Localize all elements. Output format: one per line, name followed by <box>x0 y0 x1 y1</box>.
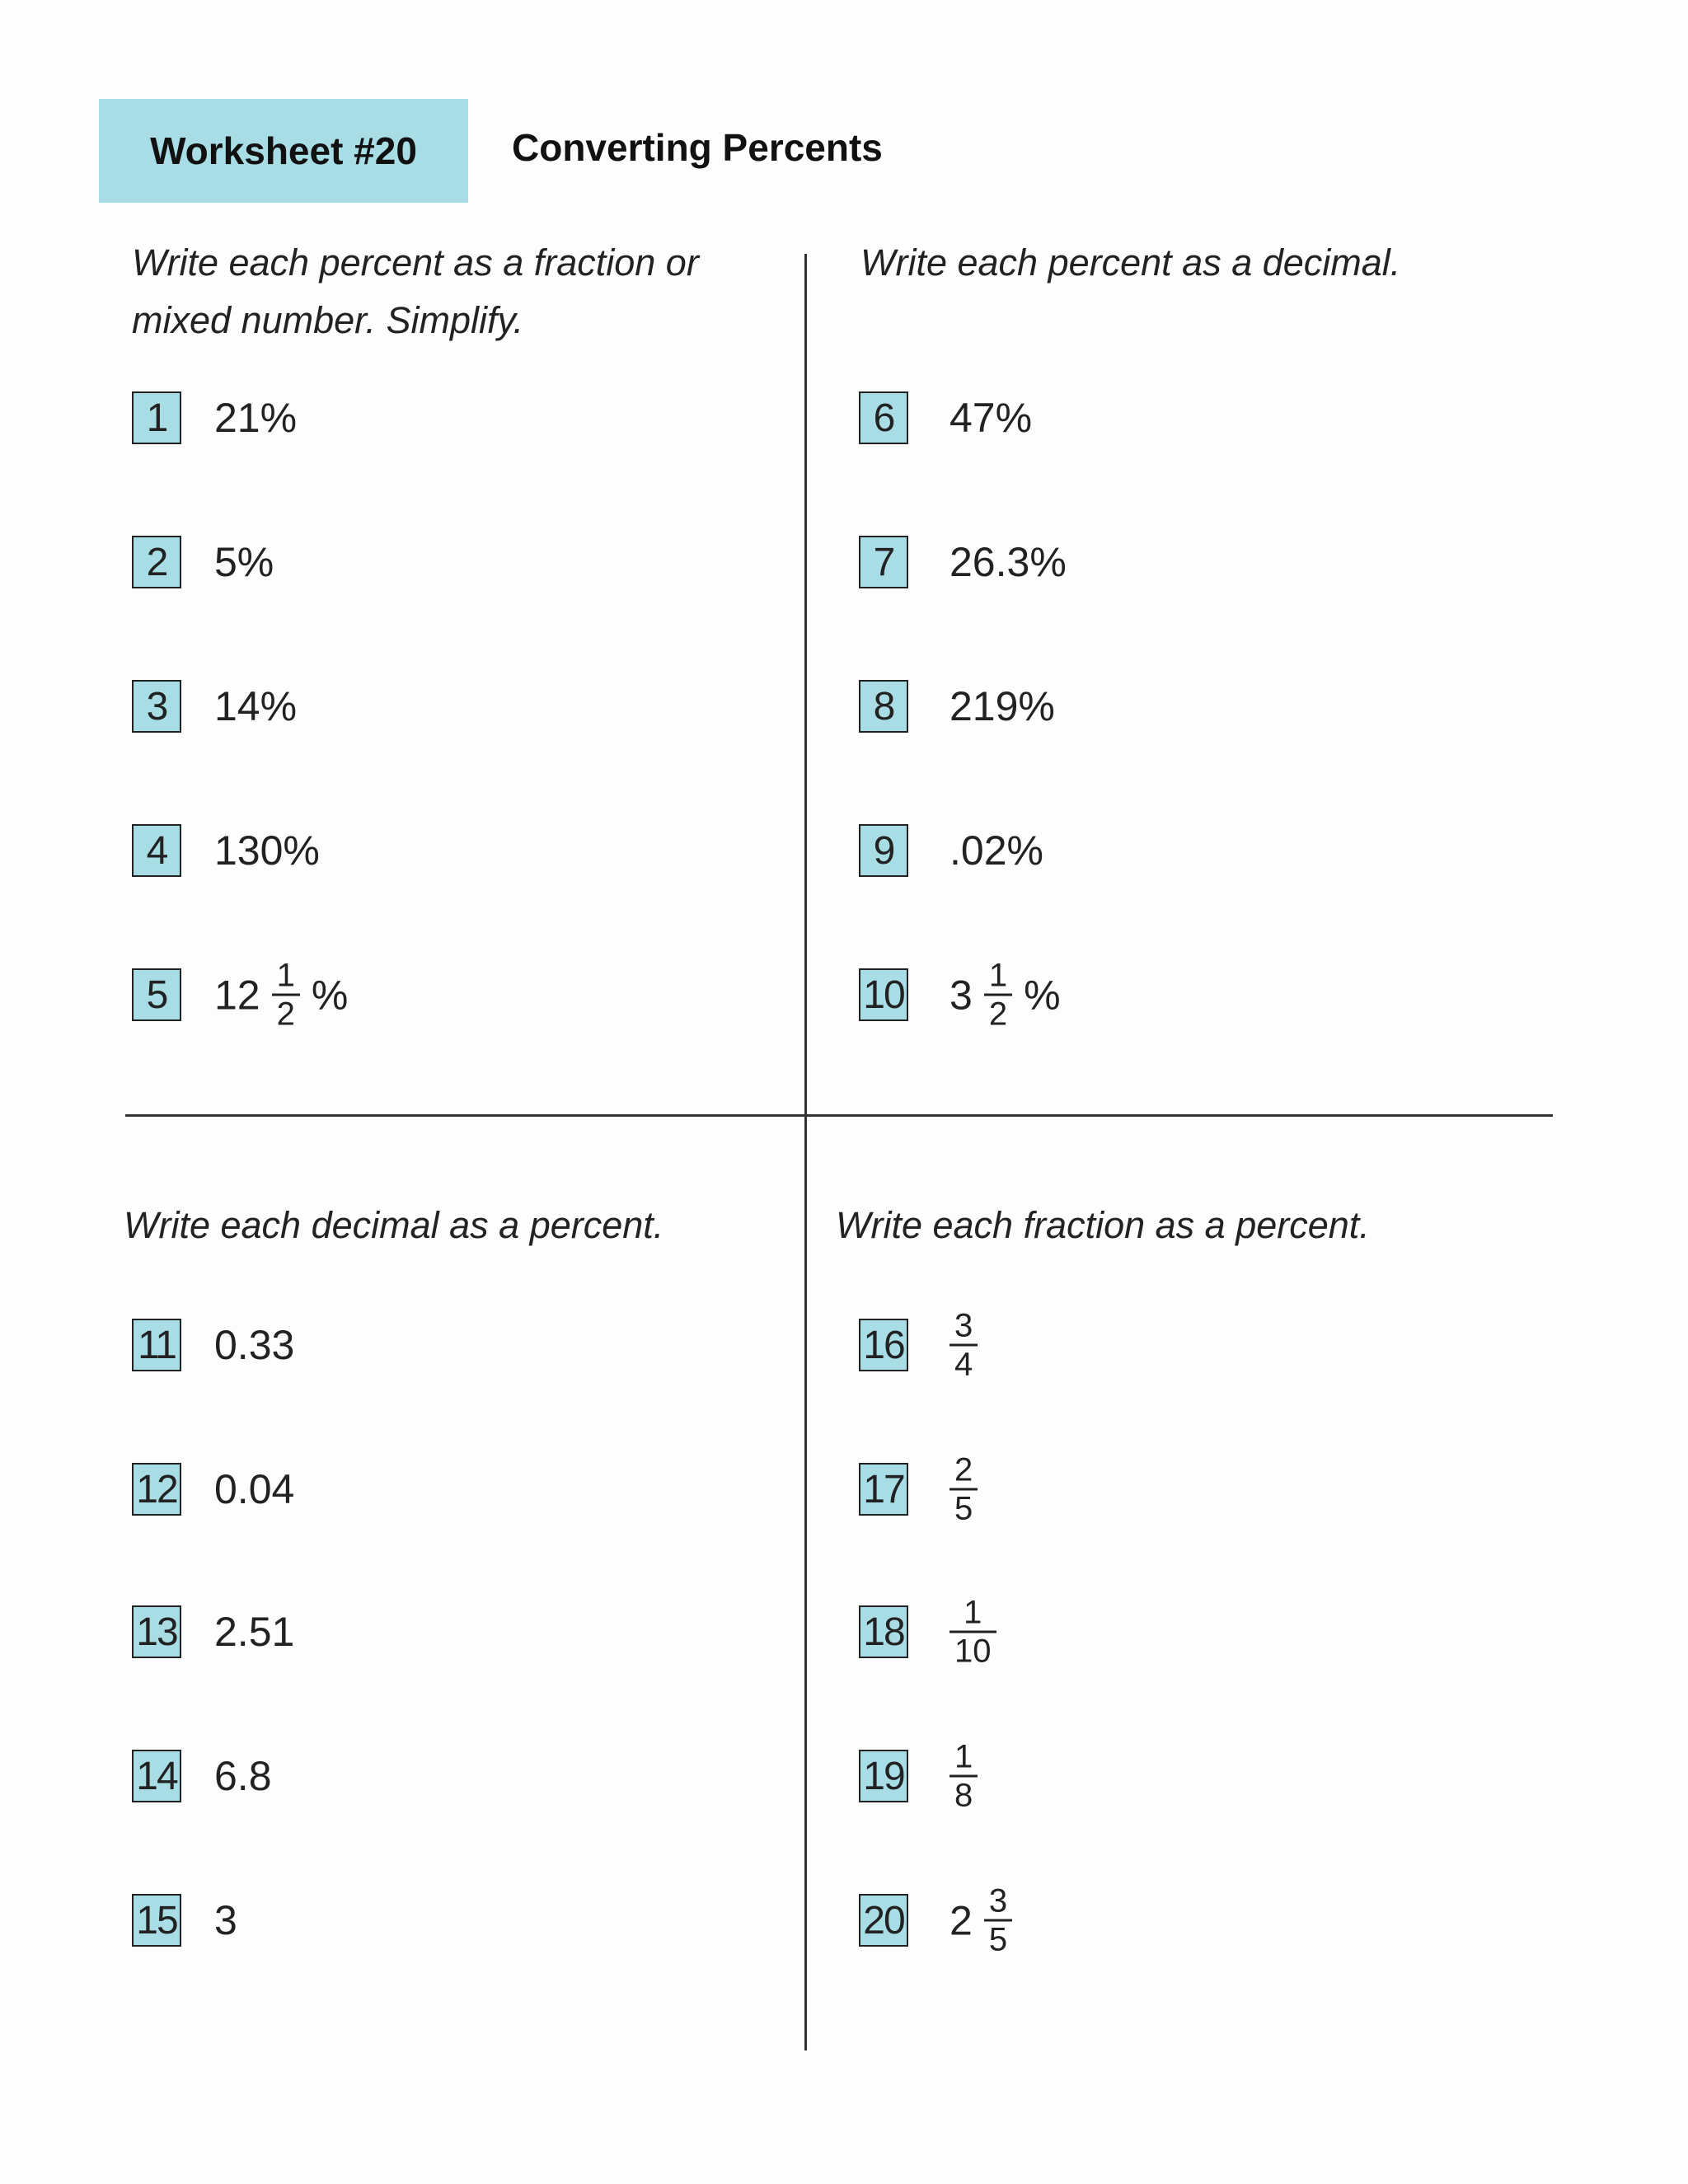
problem-number: 6 <box>859 391 908 444</box>
problem-14 <box>132 1747 272 1805</box>
problem-18 <box>859 1594 992 1670</box>
numerator: 3 <box>954 1307 973 1344</box>
fraction <box>950 1308 978 1383</box>
problem-number: 4 <box>132 824 181 877</box>
numerator: 1 <box>964 1594 982 1631</box>
problem-number: 17 <box>859 1463 908 1516</box>
problem-3 <box>132 677 298 735</box>
denominator: 5 <box>988 1921 1008 1958</box>
problem-value: 0.33 <box>214 1322 295 1368</box>
problem-16 <box>859 1307 973 1383</box>
numerator: 1 <box>276 957 295 994</box>
problem-10 <box>859 957 1061 1033</box>
instruction-percent-to-fraction <box>132 234 699 349</box>
fraction <box>950 1595 996 1670</box>
denominator: 8 <box>954 1777 973 1814</box>
problem-value <box>950 1739 989 1814</box>
percent-sign: % <box>311 972 349 1018</box>
problem-number: 3 <box>132 680 181 733</box>
problem-value <box>950 1452 989 1527</box>
fraction <box>272 958 300 1033</box>
problem-value: 0.04 <box>214 1466 295 1512</box>
problem-number: 14 <box>132 1750 181 1802</box>
problem-19 <box>859 1738 973 1814</box>
problem-number: 15 <box>132 1894 181 1947</box>
problem-number: 16 <box>859 1319 908 1371</box>
problem-value: 6.8 <box>214 1753 272 1799</box>
denominator: 4 <box>954 1346 973 1383</box>
instruction-decimal-to-percent: Write each decimal as a percent. <box>124 1204 664 1246</box>
problem-number: 18 <box>859 1605 908 1658</box>
problem-value: .02% <box>950 827 1043 874</box>
problem-value <box>214 958 348 1033</box>
problem-15 <box>132 1891 237 1949</box>
numerator: 2 <box>954 1451 973 1488</box>
numerator: 1 <box>988 957 1008 994</box>
denominator: 2 <box>276 996 295 1033</box>
vertical-divider <box>804 254 807 2050</box>
problem-number: 19 <box>859 1750 908 1802</box>
problem-12 <box>132 1460 295 1518</box>
problem-number: 12 <box>132 1463 181 1516</box>
problem-number: 2 <box>132 536 181 588</box>
problem-value <box>950 1883 1024 1958</box>
denominator: 10 <box>954 1633 992 1670</box>
problem-value: 26.3% <box>950 539 1067 585</box>
problem-number: 8 <box>859 680 908 733</box>
fraction <box>950 1452 978 1527</box>
problem-value: 5% <box>214 539 274 585</box>
numerator: 1 <box>954 1738 973 1775</box>
problem-value <box>950 1595 1008 1670</box>
problem-5 <box>132 957 349 1033</box>
problem-value: 47% <box>950 395 1033 441</box>
problem-8 <box>859 677 1055 735</box>
problem-value: 219% <box>950 683 1055 729</box>
problem-number: 1 <box>132 391 181 444</box>
problem-value <box>950 1308 989 1383</box>
problem-value <box>950 958 1061 1033</box>
worksheet-label: Worksheet #20 <box>99 99 468 203</box>
problem-number: 10 <box>859 968 908 1021</box>
problem-number: 9 <box>859 824 908 877</box>
problem-2 <box>132 533 274 591</box>
problem-value: 130% <box>214 827 320 874</box>
problem-value: 3 <box>214 1897 237 1943</box>
page-title: Converting Percents <box>512 126 883 169</box>
problem-6 <box>859 389 1033 447</box>
denominator: 2 <box>988 996 1008 1033</box>
problem-20 <box>859 1882 1008 1958</box>
fraction <box>950 1739 978 1814</box>
instruction-line: Write each percent as a fraction or <box>132 241 699 284</box>
problem-4 <box>132 822 320 879</box>
problem-value: 21% <box>214 395 298 441</box>
problem-number: 20 <box>859 1894 908 1947</box>
whole-number: 2 <box>950 1897 973 1943</box>
problem-value: 14% <box>214 683 298 729</box>
problem-9 <box>859 822 1043 879</box>
problem-11 <box>132 1316 295 1374</box>
percent-sign: % <box>1024 972 1061 1018</box>
whole-number: 12 <box>214 972 260 1018</box>
problem-value: 2.51 <box>214 1609 295 1655</box>
whole-number: 3 <box>950 972 973 1018</box>
instruction-percent-to-decimal: Write each percent as a decimal. <box>860 241 1401 284</box>
instruction-fraction-to-percent: Write each fraction as a percent. <box>836 1204 1370 1246</box>
problem-17 <box>859 1451 973 1527</box>
fraction <box>984 958 1012 1033</box>
horizontal-divider <box>125 1114 1553 1117</box>
problem-number: 7 <box>859 536 908 588</box>
instruction-line: mixed number. Simplify. <box>132 299 524 341</box>
problem-number: 11 <box>132 1319 181 1371</box>
denominator: 5 <box>954 1490 973 1527</box>
problem-number: 13 <box>132 1605 181 1658</box>
numerator: 3 <box>988 1882 1008 1919</box>
problem-13 <box>132 1603 295 1661</box>
problem-number: 5 <box>132 968 181 1021</box>
problem-7 <box>859 533 1067 591</box>
problem-1 <box>132 389 298 447</box>
fraction <box>984 1883 1012 1958</box>
